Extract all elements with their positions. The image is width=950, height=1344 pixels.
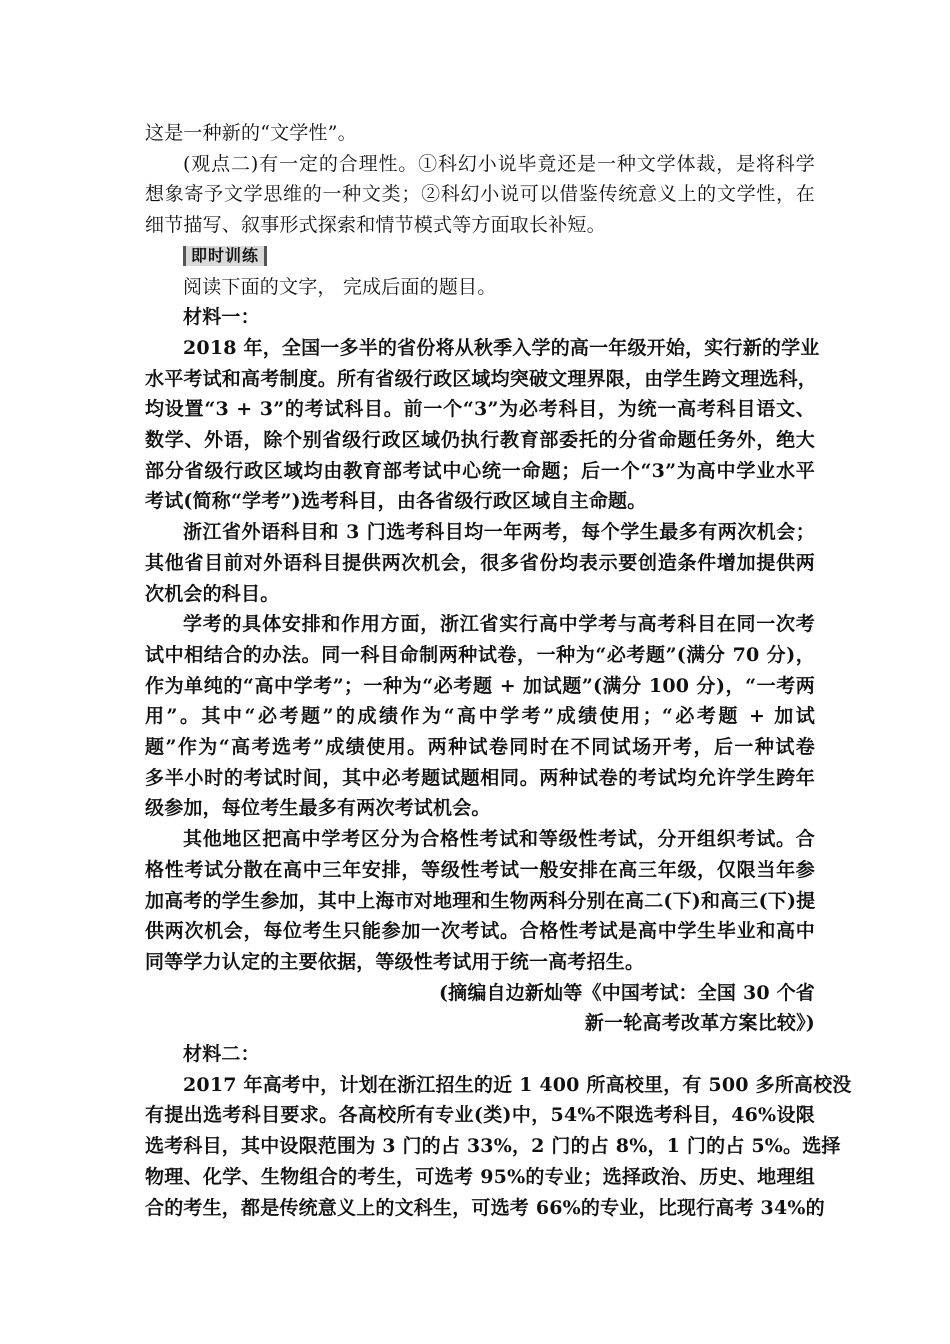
paragraph-line: 格性考试分散在高中三年安排，等级性考试一般安排在高三年级，仅限当年参 bbox=[145, 858, 815, 881]
material1-heading: 材料一： bbox=[183, 306, 260, 329]
paragraph-line: 作为单纯的“高中学考”；一种为“必考题 + 加试题”(满分 100 分)，“一考两 bbox=[145, 674, 815, 697]
text-line: 这是一种新的“文学性”。 bbox=[145, 122, 357, 144]
section-tag: 即时训练 bbox=[183, 246, 267, 266]
paragraph-line: 其他地区把高中学考区分为合格性考试和等级性考试，分开组织考试。合 bbox=[183, 828, 815, 851]
paragraph-line: 题”作为“高考选考”成绩使用。两种试卷同时在不同试场开考，后一种试卷 bbox=[145, 736, 815, 759]
paragraph-line: 多半小时的考试时间，其中必考题试题相同。两种试卷的考试均允许学生跨年 bbox=[145, 766, 815, 789]
paragraph-line: 均设置“3 + 3”的考试科目。前一个“3”为必考科目，为统一高考科目语文、 bbox=[145, 398, 815, 421]
paragraph-line: 2017 年高考中，计划在浙江招生的近 1 400 所高校里，有 500 多所高校没 bbox=[183, 1073, 852, 1096]
paragraph-line: 浙江省外语科目和 3 门选考科目均一年两考，每个学生最多有两次机会； bbox=[183, 521, 815, 544]
paragraph-line: 有提出选考科目要求。各高校所有专业(类)中，54%不限选考科目，46%设限 bbox=[145, 1104, 815, 1127]
paragraph-line: 加高考的学生参加，其中上海市对地理和生物两科分别在高二(下)和高三(下)提 bbox=[145, 889, 816, 912]
instruction-text: 阅读下面的文字， 完成后面的题目。 bbox=[183, 275, 497, 298]
text-line: 想象寄予文学思维的一种文类；②科幻小说可以借鉴传统意义上的文学性，在 bbox=[145, 183, 815, 206]
paragraph-line: 2018 年，全国一多半的省份将从秋季入学的高一年级开始，实行新的学业 bbox=[183, 336, 820, 359]
material2-heading: 材料二： bbox=[183, 1043, 260, 1066]
paragraph-line: 次机会的科目。 bbox=[145, 582, 280, 605]
paragraph-line: 同等学力认定的主要依据，等级性考试用于统一高考招生。 bbox=[145, 950, 645, 973]
source-citation-line: (摘编自边新灿等《中国考试：全国 30 个省 bbox=[438, 981, 815, 1004]
paragraph-line: 供两次机会，每位考生只能参加一次考试。合格性考试是高中学生毕业和高中 bbox=[145, 920, 815, 943]
paragraph-line: 选考科目，其中设限范围为 3 门的占 33%，2 门的占 8%，1 门的占 5%。选择 bbox=[145, 1135, 841, 1158]
source-citation-line: 新一轮高考改革方案比较》) bbox=[584, 1012, 815, 1035]
paragraph-line: 学考的具体安排和作用方面，浙江省实行高中学考与高考科目在同一次考 bbox=[183, 613, 815, 636]
paragraph-line: 部分省级行政区域均由教育部考试中心统一命题；后一个“3”为高中学业水平 bbox=[145, 459, 815, 482]
paragraph-line: 数学、外语，除个别省级行政区域仍执行教育部委托的分省命题任务外，绝大 bbox=[145, 429, 815, 452]
document-page bbox=[145, 118, 852, 1223]
paragraph-line: 水平考试和高考制度。所有省级行政区域均突破文理界限，由学生跨文理选科， bbox=[145, 367, 818, 390]
section-tag-row bbox=[145, 241, 815, 272]
text-line: 细节描写、叙事形式探索和情节模式等方面取长补短。 bbox=[145, 214, 606, 237]
paragraph-line: 物理、化学、生物组合的考生，可选考 95%的专业；选择政治、历史、地理组 bbox=[145, 1165, 815, 1188]
paragraph-line: 用”。其中“必考题”的成绩作为“高中学考”成绩使用；“必考题 + 加试 bbox=[145, 705, 815, 728]
text-line: (观点二)有一定的合理性。①科幻小说毕竟还是一种文学体裁，是将科学 bbox=[183, 152, 815, 175]
paragraph-line: 其他省目前对外语科目提供两次机会，很多省份均表示要创造条件增加提供两 bbox=[145, 551, 815, 574]
paragraph-line: 合的考生，都是传统意义上的文科生，可选考 66%的专业，比现行高考 34%的 bbox=[145, 1196, 825, 1219]
paragraph-line: 试中相结合的办法。同一科目命制两种试卷，一种为“必考题”(满分 70 分)， bbox=[145, 643, 815, 666]
paragraph-line: 级参加，每位考生最多有两次考试机会。 bbox=[145, 797, 491, 820]
paragraph-line: 考试(简称“学考”)选考科目，由各省级行政区域自主命题。 bbox=[145, 490, 647, 513]
